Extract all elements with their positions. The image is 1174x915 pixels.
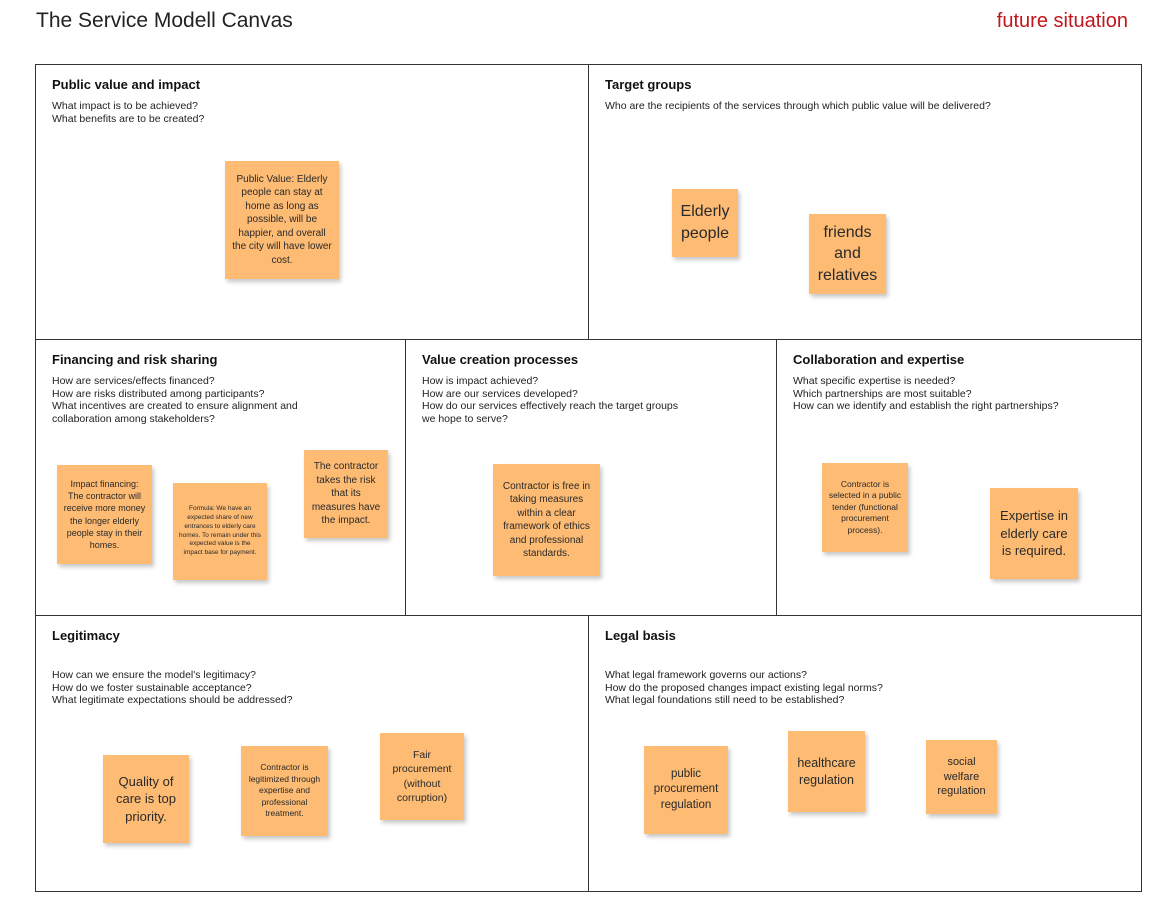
sticky-note[interactable]: Contractor is legitimized through expertise and professional treatment. (241, 746, 328, 836)
question: What incentives are created to ensure alignment and (52, 400, 298, 412)
sticky-note[interactable]: friends and relatives (809, 214, 886, 294)
sticky-note[interactable]: healthcare regulation (788, 731, 865, 812)
panel-target-groups (588, 64, 1142, 340)
sticky-note[interactable]: The contractor takes the risk that its measures have the impact. (304, 450, 388, 538)
sticky-note[interactable]: Expertise in elderly care is required. (990, 488, 1078, 579)
panel-title: Public value and impact (52, 77, 201, 92)
panel-legitimacy (35, 615, 589, 892)
question: How do the proposed changes impact existing legal norms? (605, 681, 883, 694)
panel-questions (422, 375, 678, 425)
sticky-note[interactable]: Quality of care is top priority. (103, 755, 189, 843)
panel-title: Value creation processes (422, 352, 579, 367)
panel-title: Legitimacy (52, 628, 120, 643)
panel-questions (793, 375, 1059, 413)
sticky-note[interactable]: Contractor is free in taking measures within a clear framework of ethics and professional standards. (493, 464, 600, 576)
question: How are risks distributed among participants? (52, 387, 265, 400)
panel-questions (52, 669, 292, 707)
question: What legitimate expectations should be addressed? (52, 694, 293, 706)
sticky-note[interactable]: Elderly people (672, 189, 738, 257)
panel-title: Financing and risk sharing (52, 352, 218, 367)
question: collaboration among stakeholders? (52, 412, 215, 425)
panel-public-value (35, 64, 589, 340)
sticky-note[interactable]: Public Value: Elderly people can stay at home as long as possible, will be happier, and overall the city will have lower cost. (225, 161, 339, 279)
question: How is impact achieved? (422, 375, 539, 387)
panel-collaboration (776, 339, 1142, 616)
panel-questions (605, 100, 991, 113)
question: What specific expertise is needed? (793, 375, 956, 387)
question: Who are the recipients of the services through which public value will be delivered? (605, 100, 991, 112)
panel-legal-basis (588, 615, 1142, 892)
question: Which partnerships are most suitable? (793, 387, 972, 400)
status-label: future situation (996, 10, 1128, 32)
sticky-note[interactable]: Fair procurement (without corruption) (380, 733, 464, 820)
question: How do we foster sustainable acceptance? (52, 681, 252, 694)
panel-questions (605, 669, 883, 707)
panel-title: Collaboration and expertise (793, 352, 965, 367)
question: we hope to serve? (422, 412, 508, 425)
sticky-note[interactable]: Impact financing: The contractor will receive more money the longer elderly people stay in their homes. (57, 465, 152, 564)
panel-questions (52, 100, 204, 125)
panel-title: Legal basis (605, 628, 676, 643)
question: What benefits are to be created? (52, 112, 205, 125)
question: How are services/effects financed? (52, 375, 215, 387)
page-title: The Service Modell Canvas (36, 9, 293, 32)
sticky-note[interactable]: social welfare regulation (926, 740, 997, 814)
question: What impact is to be achieved? (52, 100, 198, 112)
panel-financing (35, 339, 406, 616)
panel-title: Target groups (605, 77, 692, 92)
panel-questions (52, 375, 298, 425)
question: How do our services effectively reach the target groups (422, 400, 679, 412)
sticky-note[interactable]: Formula: We have an expected share of new entrances to elderly care homes. To remain under this expected value is the impact base for payment. (173, 483, 267, 580)
question: How can we identify and establish the right partnerships? (793, 400, 1059, 412)
question: How are our services developed? (422, 387, 578, 400)
question: What legal framework governs our actions? (605, 669, 807, 681)
sticky-note[interactable]: Contractor is selected in a public tender (functional procurement process). (822, 463, 908, 552)
panel-value-creation (405, 339, 777, 616)
question: What legal foundations still need to be established? (605, 694, 845, 706)
sticky-note[interactable]: public procurement regulation (644, 746, 728, 834)
question: How can we ensure the model's legitimacy? (52, 669, 256, 681)
